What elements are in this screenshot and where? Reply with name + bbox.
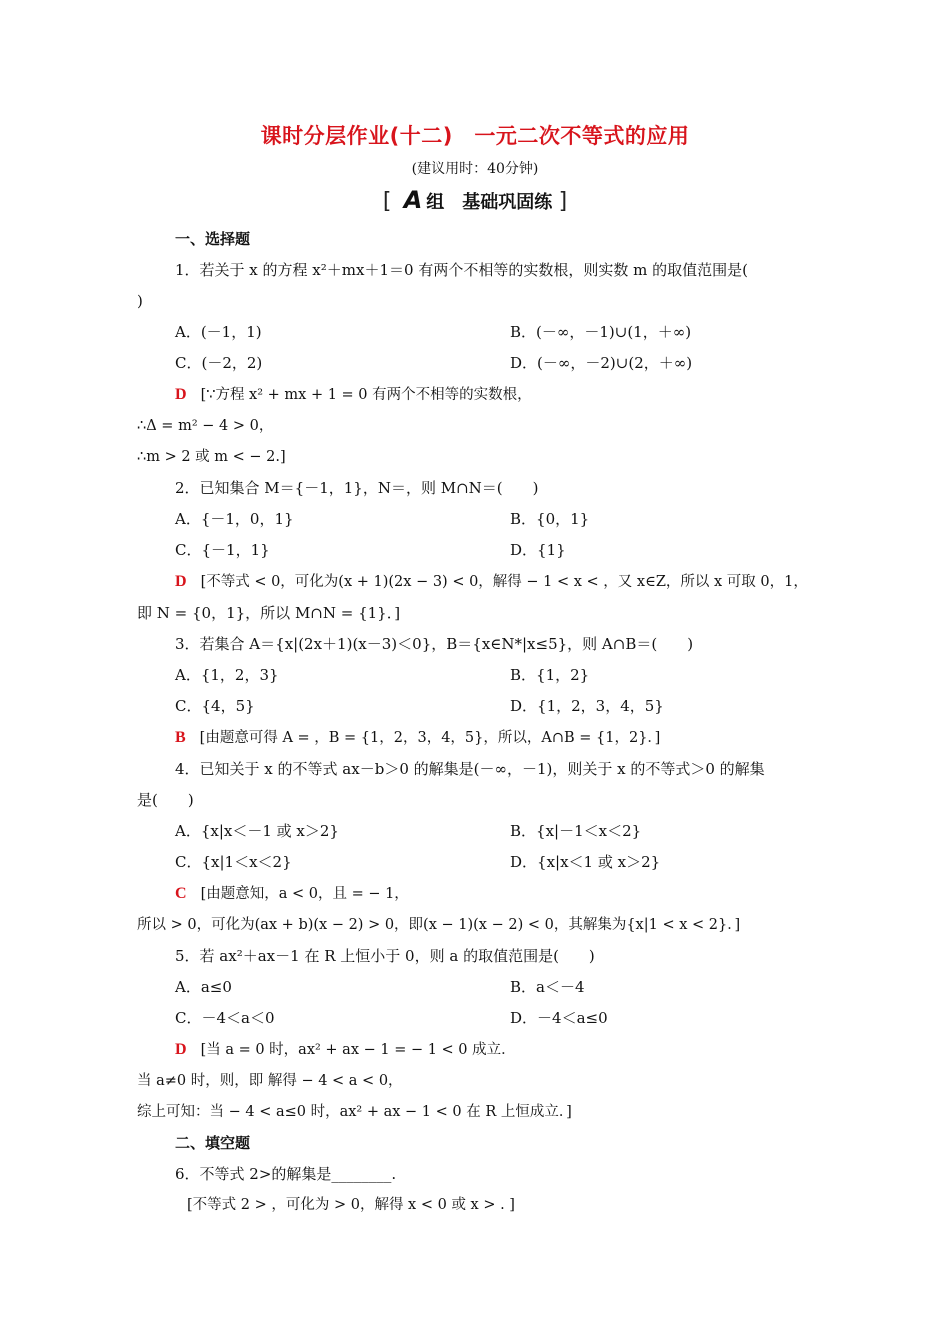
question-continuation: 是( ) bbox=[137, 791, 194, 809]
suggested-time: (建议用时：40分钟) bbox=[411, 161, 539, 177]
group-letter: A bbox=[403, 186, 423, 214]
answer-line bbox=[137, 878, 817, 910]
question-text: 1．若关于 x 的方程 x²＋mx＋1＝0 有两个不相等的实数根，则实数 m 的取值范围是( bbox=[175, 261, 748, 279]
solution-text: [∵方程 x² + mx + 1 = 0 有两个不相等的实数根， bbox=[200, 387, 532, 403]
option-choice: B．a＜－4 bbox=[510, 978, 585, 996]
question-text: 6．不等式 2>的解集是________. bbox=[175, 1165, 397, 1183]
option-choice: B．{x|－1＜x＜2} bbox=[510, 822, 642, 840]
option-choice: A．{x|x＜－1 或 x＞2} bbox=[175, 822, 339, 840]
solution-line: 当 a≠0 时，则，即 解得 − 4 < a < 0， bbox=[137, 1073, 403, 1089]
option-choice: D．－4＜a≤0 bbox=[510, 1009, 608, 1027]
solution-line: 综上可知：当 − 4 < a≤0 时，ax² + ax − 1 < 0 在 R 上恒成立．] bbox=[137, 1104, 572, 1120]
option-choice: A．a≤0 bbox=[175, 978, 232, 996]
solution-text: [由题意可得 A = ，B = {1，2，3，4，5}，所以，A∩B = {1，2}．] bbox=[199, 730, 661, 746]
solution-text: [当 a = 0 时，ax² + ax − 1 = − 1 < 0 成立． bbox=[200, 1042, 516, 1058]
solution-text: [由题意知，a < 0，且 = − 1， bbox=[200, 886, 409, 902]
options-row bbox=[137, 660, 817, 691]
question-continuation: ) bbox=[137, 292, 143, 310]
options-row bbox=[137, 972, 817, 1003]
option-choice: C．{－1，1} bbox=[175, 541, 270, 559]
group-bracket-close: ] bbox=[558, 189, 568, 214]
solution-line: ∴Δ = m² − 4 > 0， bbox=[137, 418, 274, 434]
solution-line: ∴m > 2 或 m < − 2.] bbox=[137, 449, 286, 465]
answer-letter: D bbox=[175, 573, 187, 590]
options-row bbox=[137, 847, 817, 878]
option-choice: A．{1，2，3} bbox=[175, 666, 279, 684]
option-choice: C．(－2，2) bbox=[175, 354, 263, 372]
options-row bbox=[137, 317, 817, 348]
question-text: 3．若集合 A＝{x|(2x＋1)(x－3)＜0}，B＝{x∈N*|x≤5}，则 A∩B＝( ) bbox=[175, 635, 694, 653]
exercise-body bbox=[137, 224, 817, 1221]
answer-line bbox=[137, 379, 817, 411]
solution-line: 所以 > 0，可化为(ax + b)(x − 2) > 0，即(x − 1)(x − 2) < 0，其解集为{x|1 < x < 2}．] bbox=[137, 917, 741, 933]
option-choice: D．{1} bbox=[510, 541, 566, 559]
page-title: 课时分层作业(十二) 一元二次不等式的应用 bbox=[260, 124, 690, 148]
options-row bbox=[137, 691, 817, 722]
question-continuation: 即 N = {0，1}，所以 M∩N = {1}．] bbox=[137, 604, 401, 622]
option-choice: D．(－∞，－2)∪(2，＋∞) bbox=[510, 354, 693, 372]
solution-line: [不等式 2 > ，可化为 > 0，解得 x < 0 或 x > . ] bbox=[187, 1197, 515, 1213]
answer-line bbox=[137, 566, 817, 598]
option-choice: B．{0，1} bbox=[510, 510, 590, 528]
answer-letter: C bbox=[175, 885, 187, 902]
answer-letter: D bbox=[175, 1041, 187, 1058]
option-choice: C．{x|1＜x＜2} bbox=[175, 853, 292, 871]
option-choice: C．－4＜a＜0 bbox=[175, 1009, 275, 1027]
option-choice: A．(－1，1) bbox=[175, 323, 262, 341]
answer-line bbox=[137, 1034, 817, 1066]
options-row bbox=[137, 816, 817, 847]
options-row bbox=[137, 504, 817, 535]
option-choice: B．{1，2} bbox=[510, 666, 590, 684]
answer-line bbox=[137, 722, 817, 754]
option-choice: C．{4，5} bbox=[175, 697, 255, 715]
section-heading: 一、选择题 bbox=[175, 230, 251, 248]
options-row bbox=[137, 348, 817, 379]
question-text: 2．已知集合 M＝{－1，1}，N＝，则 M∩N＝( ) bbox=[175, 479, 539, 497]
option-choice: D．{x|x＜1 或 x＞2} bbox=[510, 853, 661, 871]
question-text: 5．若 ax²＋ax－1 在 R 上恒小于 0，则 a 的取值范围是( ) bbox=[175, 947, 595, 965]
options-row bbox=[137, 535, 817, 566]
answer-letter: D bbox=[175, 386, 187, 403]
answer-letter: B bbox=[175, 729, 186, 746]
group-heading bbox=[0, 186, 950, 214]
solution-text: [不等式 < 0，可化为(x + 1)(2x − 3) < 0，解得 − 1 < x < ，又 x∈Z，所以 x 可取 0，1， bbox=[200, 574, 808, 590]
section-heading: 二、填空题 bbox=[175, 1134, 251, 1152]
option-choice: B．(－∞，－1)∪(1，＋∞) bbox=[510, 323, 692, 341]
option-choice: D．{1，2，3，4，5} bbox=[510, 697, 664, 715]
group-label: 组 基础巩固练 bbox=[426, 192, 553, 213]
option-choice: A．{－1，0，1} bbox=[175, 510, 294, 528]
options-row bbox=[137, 1003, 817, 1034]
group-bracket-open: [ bbox=[382, 189, 392, 214]
question-text: 4．已知关于 x 的不等式 ax－b＞0 的解集是(－∞，－1)，则关于 x 的不等式＞0 的解集 bbox=[175, 760, 765, 778]
